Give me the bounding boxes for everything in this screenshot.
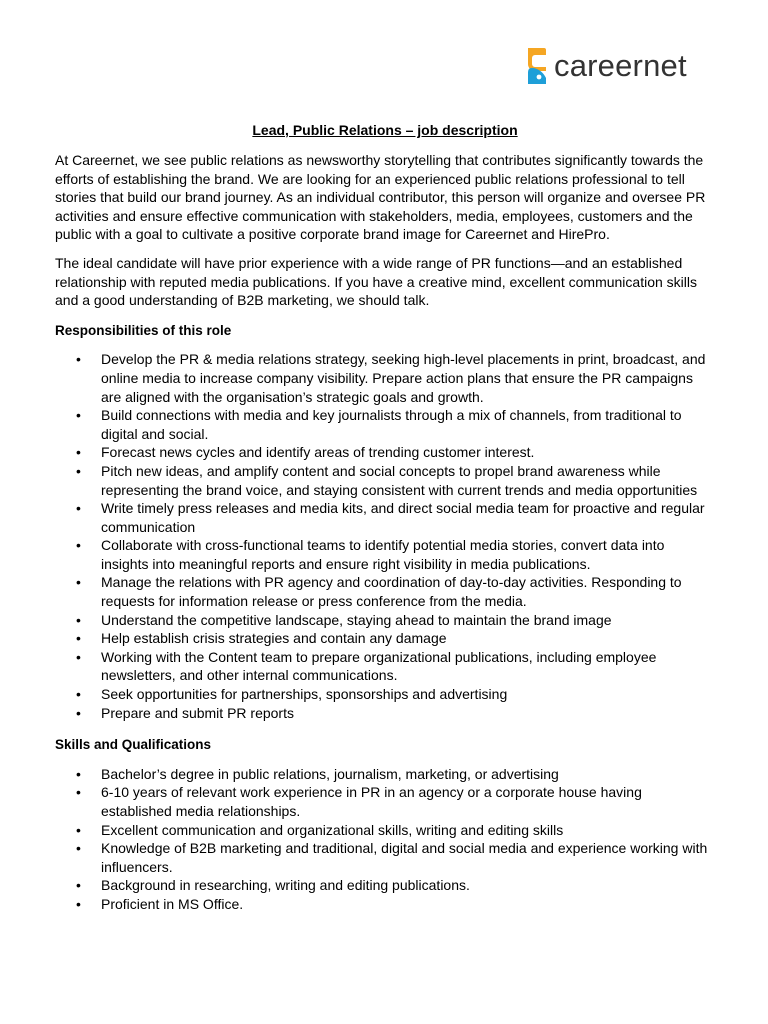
responsibility-item (55, 629, 715, 648)
responsibility-item-text: Prepare and submit PR reports (101, 704, 294, 721)
responsibilities-heading: Responsibilities of this role (55, 322, 232, 338)
skill-item-text: Background in researching, writing and editing publications. (101, 877, 470, 894)
skills-list (55, 765, 715, 914)
responsibility-item (55, 443, 715, 462)
bullet-icon: • (76, 648, 81, 665)
skill-item (55, 783, 715, 820)
responsibility-item-text: Pitch new ideas, and amplify content and social concepts to propel brand awareness while representing the brand voice, and staying consistent with current trends and media opportunities (101, 462, 698, 498)
responsibility-item-text: Collaborate with cross-functional teams to identify potential media stories, convert data into insights into meaningful reports and ensure right visibility in media publications. (101, 537, 665, 572)
responsibility-item (55, 536, 715, 573)
skills-heading: Skills and Qualifications (55, 737, 212, 753)
skill-item-text: Bachelor’s degree in public relations, journalism, marketing, or advertising (101, 765, 559, 782)
bullet-icon: • (76, 686, 81, 703)
bullet-icon: • (76, 630, 81, 647)
responsibility-item (55, 648, 715, 685)
bullet-icon: • (76, 462, 81, 479)
bullet-icon: • (76, 611, 81, 628)
responsibility-item (55, 685, 715, 704)
page-title: Lead, Public Relations – job description (252, 122, 518, 138)
intro-paragraph-2: The ideal candidate will have prior experience with a wide range of PR functions—and an established relationship with reputed media publications. If you have a creative mind, excellent communication skills and a good understanding of B2B marketing, we should talk. (55, 254, 697, 309)
responsibility-item-text: Seek opportunities for partnerships, sponsorships and advertising (101, 686, 508, 703)
bullet-icon: • (76, 840, 81, 857)
careernet-logo-icon (526, 46, 548, 86)
skill-item-text: 6-10 years of relevant work experience in PR in an agency or a corporate house having established media relationships. (101, 784, 642, 819)
bullet-icon: • (76, 407, 81, 424)
skill-item (55, 839, 715, 876)
bullet-icon: • (76, 821, 81, 838)
bullet-icon: • (76, 574, 81, 591)
bullet-icon: • (76, 537, 81, 554)
bullet-icon: • (76, 351, 81, 368)
bullet-icon: • (76, 704, 81, 721)
skill-item-text: Excellent communication and organizational skills, writing and editing skills (101, 821, 564, 838)
responsibility-item (55, 406, 715, 443)
responsibilities-list (55, 350, 715, 722)
responsibility-item (55, 611, 715, 630)
responsibility-item (55, 462, 715, 499)
bullet-icon: • (76, 784, 81, 801)
responsibility-item-text: Understand the competitive landscape, staying ahead to maintain the brand image (101, 611, 612, 628)
bullet-icon: • (76, 444, 81, 461)
responsibility-item-text: Build connections with media and key journalists through a mix of channels, from traditional to digital and social. (101, 407, 682, 442)
responsibility-item-text: Write timely press releases and media kits, and direct social media team for proactive and regular communication (101, 500, 705, 535)
document-body (55, 151, 715, 928)
skill-item (55, 765, 715, 784)
bullet-icon: • (76, 877, 81, 894)
careernet-logo (526, 46, 687, 86)
bullet-icon: • (76, 895, 81, 912)
logo-wordmark: careernet (554, 48, 687, 83)
responsibility-item-text: Working with the Content team to prepare organizational publications, including employee newsletters, and other internal communications. (101, 648, 657, 684)
skill-item-text: Knowledge of B2B marketing and traditional, digital and social media and experience working with influencers. (101, 840, 708, 875)
intro-paragraph-1: At Careernet, we see public relations as newsworthy storytelling that contributes significantly towards the efforts of establishing the brand. We are looking for an experienced public relations professional to tell stories that build our brand journey. As an individual contributor, this person will organize and oversee PR activities and ensure effective communication with stakeholders, media, employees, customers and the public with a goal to cultivate a positive corporate brand image for Careernet and HirePro. (55, 152, 706, 243)
skill-item-text: Proficient in MS Office. (101, 895, 244, 912)
skill-item (55, 895, 715, 914)
responsibility-item (55, 499, 715, 536)
bullet-icon: • (76, 500, 81, 517)
responsibility-item (55, 573, 715, 610)
responsibility-item (55, 350, 715, 406)
responsibility-item-text: Help establish crisis strategies and contain any damage (101, 630, 447, 647)
responsibility-item-text: Manage the relations with PR agency and coordination of day-to-day activities. Responding to requests for information release or press conference from the media. (101, 574, 682, 610)
responsibility-item-text: Forecast news cycles and identify areas of trending customer interest. (101, 444, 535, 461)
bullet-icon: • (76, 765, 81, 782)
responsibility-item (55, 704, 715, 723)
responsibility-item-text: Develop the PR & media relations strategy, seeking high-level placements in print, broadcast, and online media to increase company visibility. Prepare action plans that ensure the PR campaigns are aligned with the organisation’s strategic goals and growth. (101, 351, 706, 405)
skill-item (55, 876, 715, 895)
skill-item (55, 821, 715, 840)
